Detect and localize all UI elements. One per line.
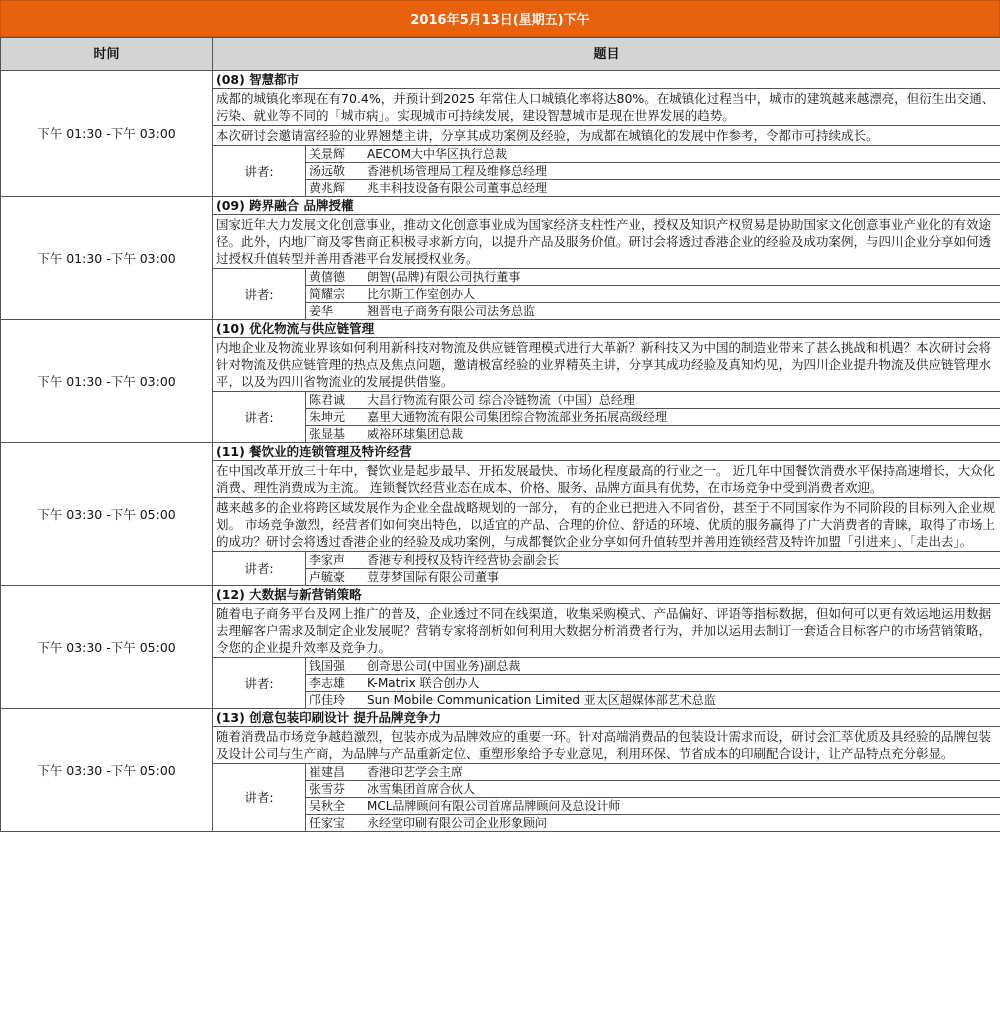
session-time: 下午 03:30 -下午 05:00 xyxy=(1,586,213,709)
speaker-role: Sun Mobile Communication Limited 亚太区超媒体部艺术总监 xyxy=(367,693,716,707)
speaker-role: 香港专利授权及特许经营协会副会长 xyxy=(367,553,560,567)
speaker-item xyxy=(306,303,1000,319)
speaker-item xyxy=(306,163,1000,180)
speaker-name: 钱国强 xyxy=(309,659,346,673)
session-title: (09) 跨界融合 品牌授權 xyxy=(216,198,354,213)
speaker-list xyxy=(306,552,1000,585)
session-time: 下午 01:30 -下午 03:00 xyxy=(1,320,213,443)
speaker-table xyxy=(213,764,1000,831)
speaker-name: 李志雄 xyxy=(309,676,346,690)
speaker-list xyxy=(306,392,1000,442)
speaker-role: 翘晋电子商务有限公司法务总监 xyxy=(367,304,536,318)
session-row xyxy=(1,197,1000,320)
speaker-name: 陈君诚 xyxy=(309,393,346,407)
speaker-item xyxy=(306,675,1000,692)
speaker-block xyxy=(213,763,1000,831)
session-title: (13) 创意包装印刷设计 提升品牌竞争力 xyxy=(216,710,442,725)
speaker-role: 兆丰科技设备有限公司董事总经理 xyxy=(367,181,548,195)
speaker-block xyxy=(213,268,1000,319)
speaker-role: 大昌行物流有限公司 综合冷链物流（中国）总经理 xyxy=(367,393,635,407)
speaker-label: 讲者: xyxy=(213,764,306,831)
speaker-item xyxy=(306,409,1000,426)
session-description: 在中国改革开放三十年中，餐饮业是起步最早、开拓发展最快、市场化程度最高的行业之一。 近几年中国餐饮消费水平保持高速增长，大众化消费、理性消费成为主流。 连锁餐饮经营业态在成本、价格、服务、品牌方面具有优势，在市场竞争中受到消费者欢迎。 xyxy=(213,460,1000,497)
speaker-name: 关景辉 xyxy=(309,147,346,161)
speaker-name: 吴秋全 xyxy=(309,799,346,813)
speaker-table xyxy=(213,552,1000,585)
speaker-name: 简耀宗 xyxy=(309,287,346,301)
session-description: 随着消费品市场竞争越趋激烈，包装亦成为品牌效应的重要一环。针对高端消费品的包装设计需求而设，研讨会汇萃优质及具经验的品牌包装及设计公司与生产商，为品牌与产品重新定位、重塑形象给予专业意见，利用环保、节省成本的印刷配合设计，让产品特点充分彰显。 xyxy=(213,726,1000,763)
speaker-role: 创奇思公司(中国业务)副总裁 xyxy=(367,659,521,673)
session-description: 越来越多的企业将跨区域发展作为企业全盘战略规划的一部分， 有的企业已把进入不同省份，甚至于不同国家作为不同阶段的目标列入企业规划。 市场竞争激烈，经营者们如何突出特色，以适宜的产品、合理的价位、舒适的环境、优质的服务赢得了广大消费者的青睐，取得了市场上的成功？研讨会将透过香港企业的经验及成功案例，与成都餐饮企业分享如何升值转型并善用连锁经营及特许加盟「引进来」、「走出去」。 xyxy=(213,497,1000,551)
speaker-table xyxy=(213,392,1000,442)
speaker-name: 朱坤元 xyxy=(309,410,346,424)
speaker-name: 黄兆辉 xyxy=(309,181,346,195)
speaker-name: 黄僖德 xyxy=(309,270,346,284)
session-title: (11) 餐饮业的连锁管理及特许经营 xyxy=(216,444,412,459)
date-banner: 2016年5月13日(星期五)下午 xyxy=(0,0,1000,37)
speaker-label: 讲者: xyxy=(213,658,306,708)
speaker-name: 张显基 xyxy=(309,427,346,441)
session-description: 随着电子商务平台及网上推广的普及，企业透过不同在线渠道，收集采购模式、产品偏好、评语等指标数据，但如何可以更有效运地运用数据去理解客户需求及制定企业发展呢？营销专家将剖析如何利用大数据分析消费者行为，并加以运用去制订一套适合目标客户的市场营销策略，令您的企业提升效率及竞争力。 xyxy=(213,603,1000,657)
speaker-name: 邝佳玲 xyxy=(309,693,346,707)
speaker-item xyxy=(306,764,1000,781)
session-title: (12) 大数据与新营销策略 xyxy=(216,587,362,602)
speaker-item xyxy=(306,269,1000,286)
speaker-role: MCL品牌顾问有限公司首席品牌顾问及总设计师 xyxy=(367,799,621,813)
session-time: 下午 03:30 -下午 05:00 xyxy=(1,709,213,832)
speaker-block xyxy=(213,145,1000,196)
speaker-list xyxy=(306,764,1000,831)
session-content xyxy=(213,443,1000,586)
schedule-table xyxy=(0,37,1000,832)
session-description: 国家近年大力发展文化创意事业，推动文化创意事业成为国家经济支柱性产业，授权及知识产权贸易是协助国家文化创意事业产业化的有效途径。此外，内地厂商及零售商正积极寻求新方向，以提升产品及服务价值。研讨会将透过香港企业的经验及成功案例，与四川企业分享如何透过授权升值转型并善用香港平台发展授权业务。 xyxy=(213,214,1000,268)
session-description: 成都的城镇化率现在有70.4%，并预计到2025 年常住人口城镇化率将达80%。在城镇化过程当中，城市的建筑越来越漂亮，但衍生出交通、污染、就业等不同的「城市病」。实现城市可持续发展，建设智慧城市是现在世界发展的趋势。 xyxy=(213,88,1000,125)
speaker-item xyxy=(306,815,1000,831)
session-content xyxy=(213,320,1000,443)
speaker-item xyxy=(306,426,1000,442)
session-time: 下午 01:30 -下午 03:00 xyxy=(1,71,213,197)
session-description: 本次研讨会邀请富经验的业界翘楚主讲，分享其成功案例及经验，为成都在城镇化的发展中作参考，令都市可持续成长。 xyxy=(213,125,1000,145)
speaker-block xyxy=(213,551,1000,585)
session-content xyxy=(213,586,1000,709)
speaker-name: 张雪芬 xyxy=(309,782,346,796)
session-row xyxy=(1,443,1000,586)
speaker-table xyxy=(213,658,1000,708)
speaker-label: 讲者: xyxy=(213,552,306,585)
session-time: 下午 03:30 -下午 05:00 xyxy=(1,443,213,586)
session-title: (10) 优化物流与供应链管理 xyxy=(216,321,375,336)
topic-column-header: 题目 xyxy=(213,38,1000,71)
speaker-role: 比尔斯工作室创办人 xyxy=(367,287,476,301)
speaker-item xyxy=(306,781,1000,798)
speaker-role: 朗智(品牌)有限公司执行董事 xyxy=(367,270,521,284)
speaker-role: 香港印艺学会主席 xyxy=(367,765,464,779)
session-content xyxy=(213,709,1000,832)
session-content xyxy=(213,197,1000,320)
session-row xyxy=(1,586,1000,709)
speaker-item xyxy=(306,286,1000,303)
speaker-table xyxy=(213,269,1000,319)
session-row xyxy=(1,71,1000,197)
session-content xyxy=(213,71,1000,197)
header-row xyxy=(1,38,1000,71)
speaker-role: 香港机场管理局工程及维修总经理 xyxy=(367,164,548,178)
speaker-block xyxy=(213,391,1000,442)
speaker-item xyxy=(306,658,1000,675)
speaker-name: 汤远敬 xyxy=(309,164,346,178)
speaker-block xyxy=(213,657,1000,708)
speaker-role: 永经堂印刷有限公司企业形象顾问 xyxy=(367,816,548,830)
speaker-label: 讲者: xyxy=(213,269,306,319)
speaker-item xyxy=(306,798,1000,815)
speaker-list xyxy=(306,269,1000,319)
speaker-name: 任家宝 xyxy=(309,816,346,830)
speaker-item xyxy=(306,180,1000,196)
speaker-table xyxy=(213,146,1000,196)
speaker-role: AECOM大中华区执行总裁 xyxy=(367,147,507,161)
speaker-role: 嘉里大通物流有限公司集团综合物流部业务拓展高级经理 xyxy=(367,410,668,424)
speaker-name: 姜华 xyxy=(309,304,334,318)
session-row xyxy=(1,709,1000,832)
session-time: 下午 01:30 -下午 03:00 xyxy=(1,197,213,320)
speaker-name: 李家声 xyxy=(309,553,346,567)
speaker-name: 崔建昌 xyxy=(309,765,346,779)
speaker-role: 冰雪集团首席合伙人 xyxy=(367,782,476,796)
speaker-item xyxy=(306,569,1000,585)
speaker-name: 卢毓豪 xyxy=(309,570,346,584)
speaker-item xyxy=(306,146,1000,163)
session-description: 内地企业及物流业界该如何利用新科技对物流及供应链管理模式进行大革新？新科技又为中国的制造业带来了甚么挑战和机遇？本次研讨会将针对物流及供应链管理的热点及焦点问题，邀请极富经验的业界精英主讲，分享其成功经验及真知灼见，为四川企业提升物流及供应链管理水平，以及为四川省物流业的发展提供借鉴。 xyxy=(213,337,1000,391)
speaker-label: 讲者: xyxy=(213,392,306,442)
time-column-header: 时间 xyxy=(1,38,213,71)
speaker-label: 讲者: xyxy=(213,146,306,196)
speaker-list xyxy=(306,658,1000,708)
speaker-role: K-Matrix 联合创办人 xyxy=(367,676,480,690)
speaker-role: 荳芽梦国际有限公司董事 xyxy=(367,570,500,584)
session-title: (08) 智慧都市 xyxy=(216,72,300,87)
speaker-list xyxy=(306,146,1000,196)
speaker-item xyxy=(306,692,1000,708)
speaker-item xyxy=(306,552,1000,569)
speaker-item xyxy=(306,392,1000,409)
speaker-role: 威裕环球集团总裁 xyxy=(367,427,464,441)
session-row xyxy=(1,320,1000,443)
